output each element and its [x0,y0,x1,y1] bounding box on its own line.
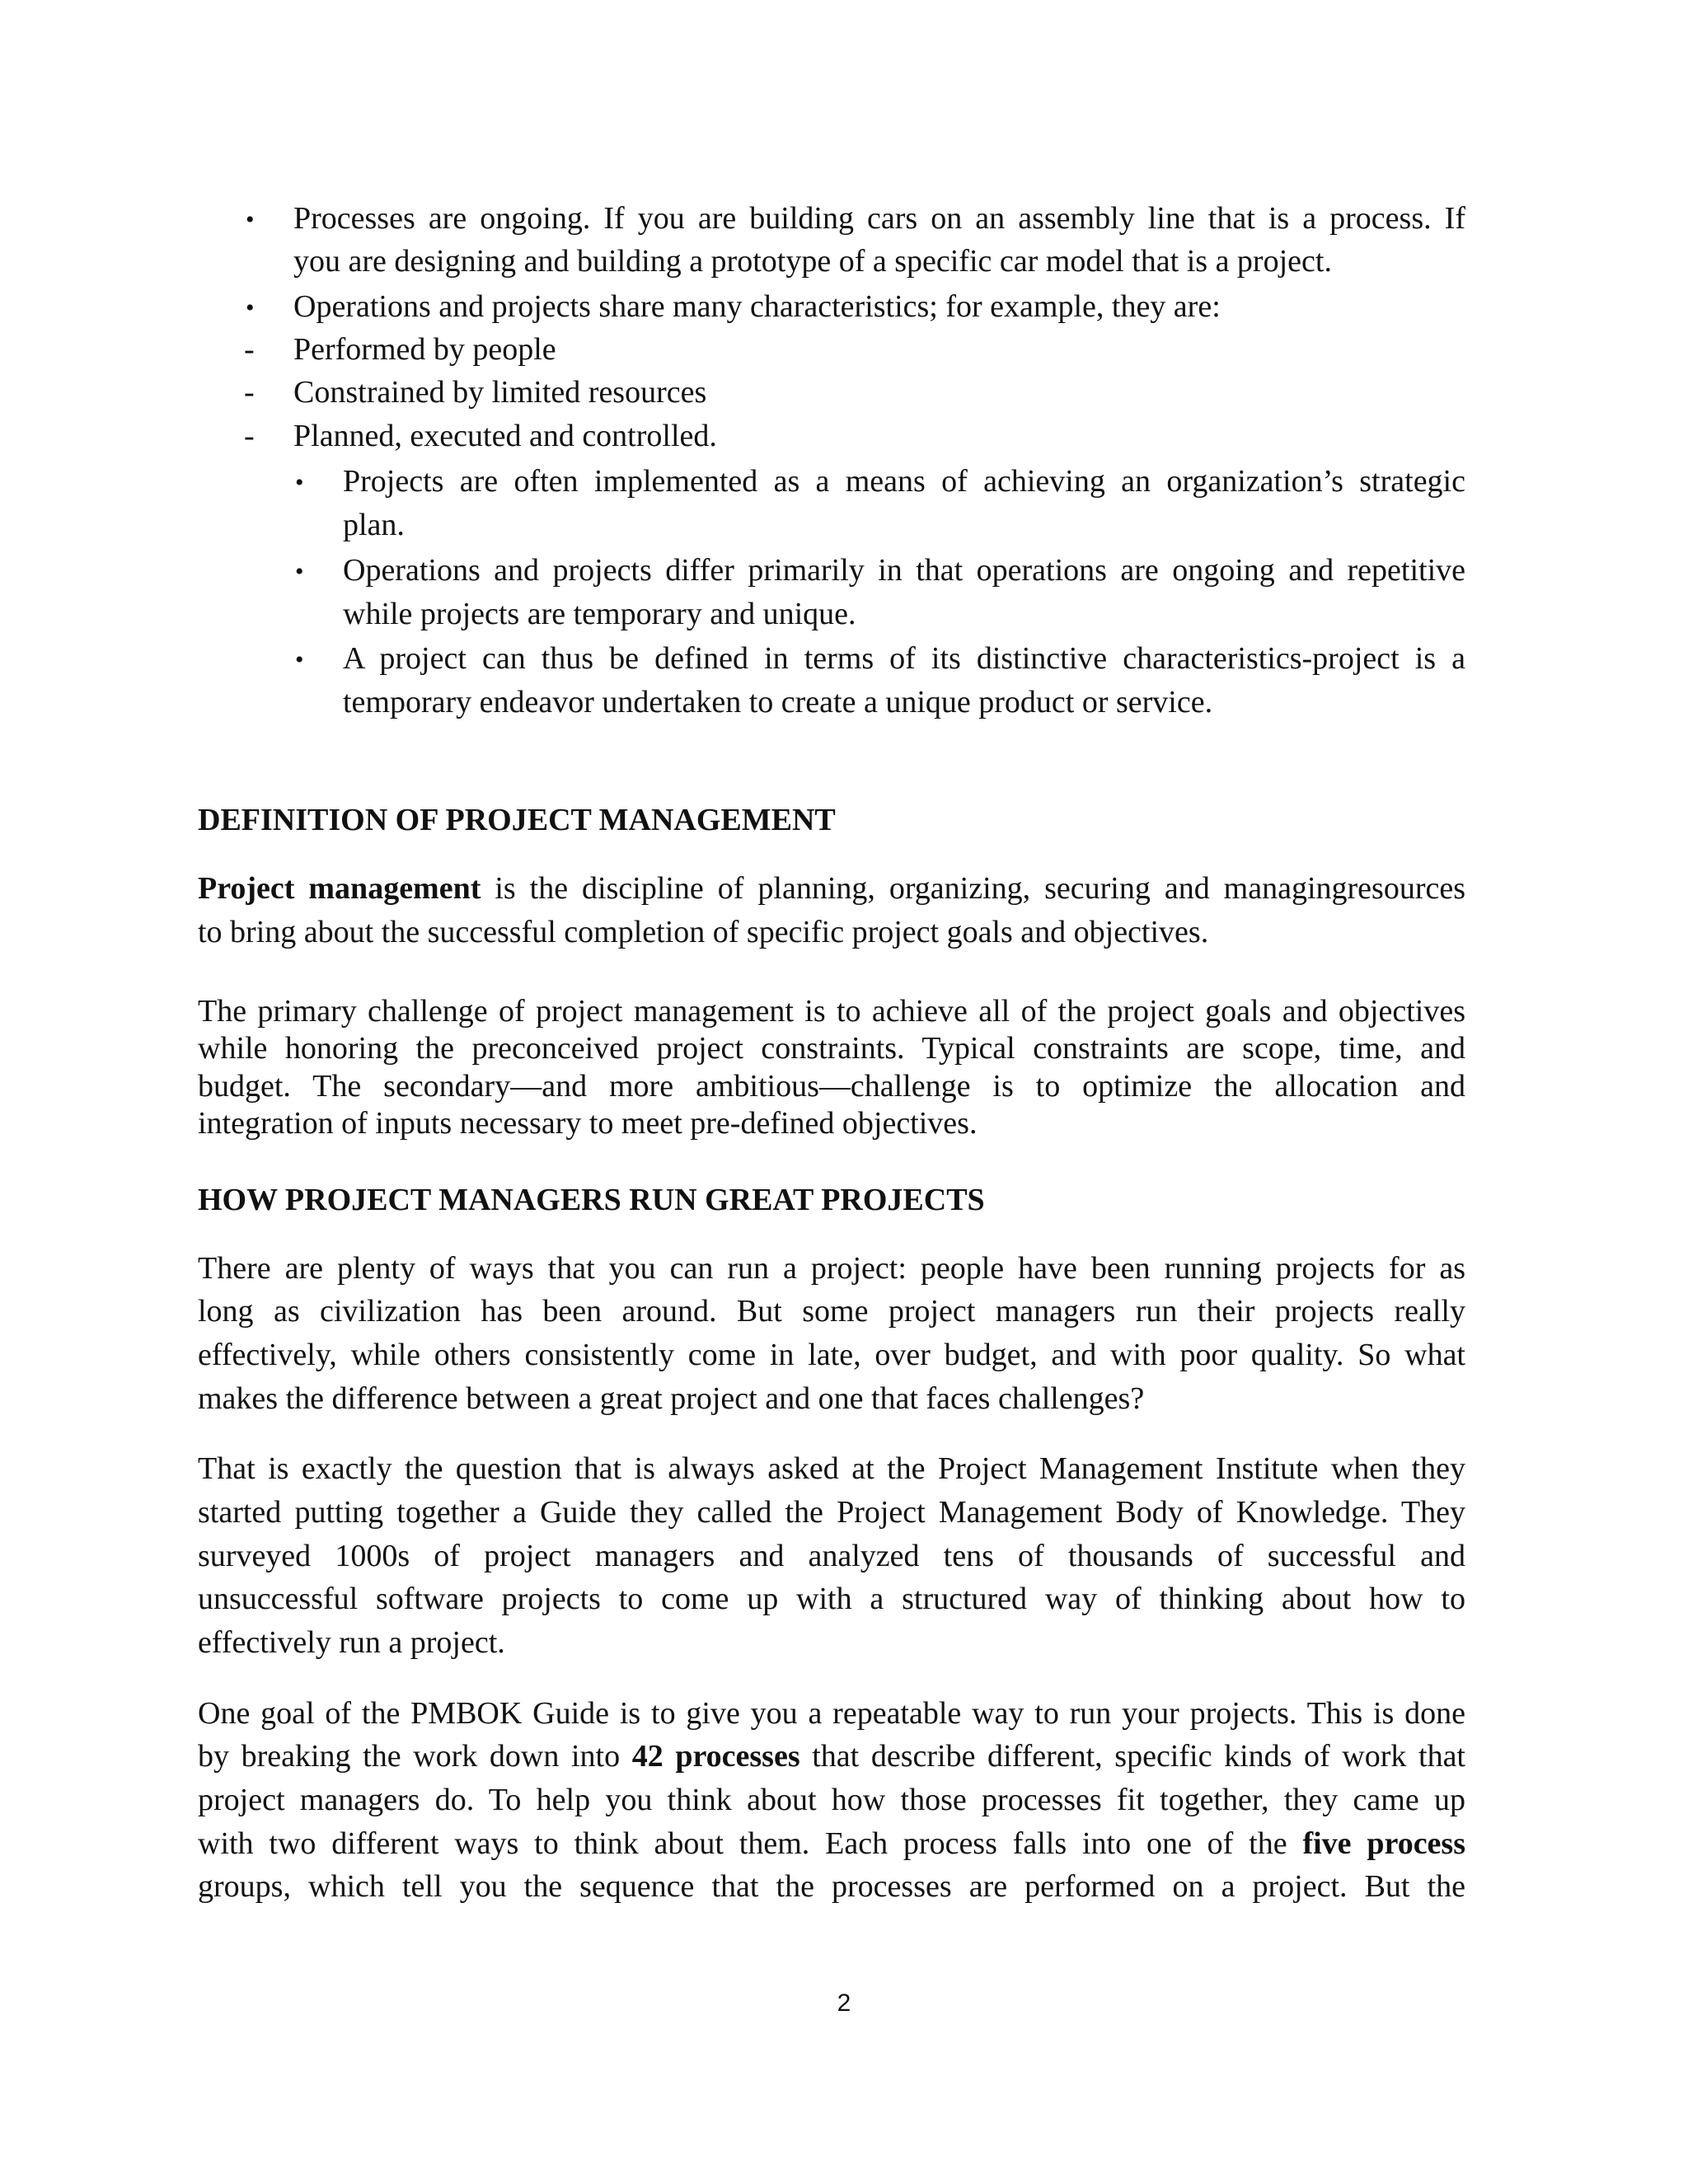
pmbok-paragraph-line [198,1828,1465,1859]
section-heading-how-pms-run: HOW PROJECT MANAGERS RUN GREAT PROJECTS [198,1183,985,1217]
bullet-text-line: plan. [343,508,405,542]
dash-item-text: Planned, executed and controlled. [293,419,717,453]
challenge-paragraph-line: The primary challenge of project management is to achieve all of the project goals and objectives [198,994,1465,1029]
pmi-paragraph-line: effectively run a project. [198,1625,505,1660]
definition-bold-term: Project management [198,871,481,906]
definition-paragraph-line [198,873,1465,904]
definition-text: is the discipline of planning, organizing, securing and managingresources [481,871,1465,906]
bullet-text-line: Operations and projects differ primarily in that operations are ongoing and repetitive [343,553,1465,588]
page-number: 2 [837,1990,851,2017]
bullet-marker: • [295,469,304,496]
challenge-paragraph-line: while honoring the preconceived project constraints. Typical constraints are scope, time, and [198,1031,1465,1066]
plenty-paragraph-line: makes the difference between a great project and one that faces challenges? [198,1381,1145,1416]
bullet-text-line: Operations and projects share many characteristics; for example, they are: [293,289,1221,324]
pmi-paragraph-line: unsuccessful software projects to come up with a structured way of thinking about how to [198,1582,1465,1616]
pmbok-paragraph-line: One goal of the PMBOK Guide is to give you a repeatable way to run your projects. This is done [198,1696,1465,1731]
bullet-text-line: temporary endeavor undertaken to create a unique product or service. [343,685,1213,719]
bullet-text-line: Processes are ongoing. If you are building cars on an assembly line that is a process. If [293,201,1465,236]
pmbok-text: that describe different, specific kinds of work that [799,1739,1465,1774]
bullet-text-line: Projects are often implemented as a means of achieving an organization’s strategic [343,464,1465,499]
pmbok-text: by breaking the work down into [198,1739,632,1774]
pmbok-text: with two different ways to think about them. Each process falls into one of the [198,1826,1303,1861]
plenty-paragraph-line: effectively, while others consistently come in late, over budget, and with poor quality. So what [198,1338,1465,1372]
pmbok-paragraph-line: groups, which tell you the sequence that the processes are performed on a project. But the [198,1869,1465,1904]
pmbok-paragraph-line [198,1741,1465,1772]
dash-marker: - [244,419,255,453]
bullet-marker: • [246,294,255,321]
challenge-paragraph-line: budget. The secondary—and more ambitious—challenge is to optimize the allocation and [198,1069,1465,1104]
pmbok-bold-process-groups: five process [1302,1826,1465,1861]
pmi-paragraph-line: That is exactly the question that is always asked at the Project Management Institute when they [198,1451,1465,1486]
pmbok-paragraph-line: project managers do. To help you think about how those processes fit together, they came up [198,1783,1465,1817]
dash-item-text: Constrained by limited resources [293,375,707,410]
bullet-marker: • [246,206,255,233]
plenty-paragraph-line: There are plenty of ways that you can run a project: people have been running projects for as [198,1251,1465,1286]
dash-item-text: Performed by people [293,332,556,367]
definition-paragraph-line: to bring about the successful completion of specific project goals and objectives. [198,915,1209,949]
pmi-paragraph-line: started putting together a Guide they called the Project Management Body of Knowledge. They [198,1495,1465,1530]
bullet-text-line: while projects are temporary and unique. [343,597,856,631]
challenge-paragraph-line: integration of inputs necessary to meet pre-defined objectives. [198,1106,978,1141]
pmbok-bold-processes: 42 processes [631,1739,800,1774]
section-heading-definition: DEFINITION OF PROJECT MANAGEMENT [198,803,836,837]
dash-marker: - [244,332,255,367]
bullet-text-line: A project can thus be defined in terms of its distinctive characteristics-project is a [343,641,1465,676]
bullet-marker: • [295,558,304,585]
pmi-paragraph-line: surveyed 1000s of project managers and analyzed tens of thousands of successful and [198,1539,1465,1573]
bullet-text-line: you are designing and building a prototype of a specific car model that is a project. [293,244,1332,279]
dash-marker: - [244,375,255,410]
plenty-paragraph-line: long as civilization has been around. But some project managers run their projects really [198,1294,1465,1329]
bullet-marker: • [295,646,304,673]
